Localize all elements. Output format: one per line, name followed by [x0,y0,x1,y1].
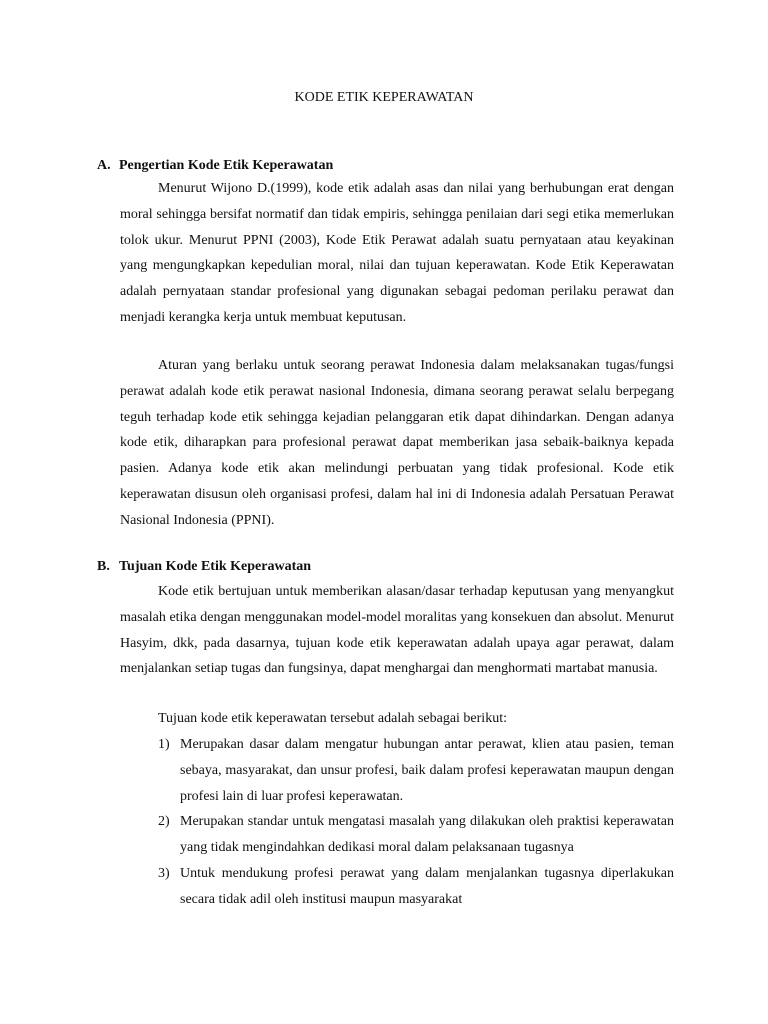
list-item-text: Untuk mendukung profesi perawat yang dalam menjalankan tugasnya diperlakukan secara tidak adil oleh institusi maupun masyarakat [180,865,674,907]
document-title: KODE ETIK KEPERAWATAN [294,90,474,105]
section-b-paragraph-1: Kode etik bertujuan untuk memberikan alasan/dasar terhadap keputusan yang menyangkut masalah etika dengan menggunakan model-model moralitas yang konsekuen dan absolut. Menurut Hasyim, dkk, pada dasarnya, tujuan kode etik keperawatan adalah upaya agar perawat, dalam menjalankan setiap tugas dan fungsinya, dapat menghargai dan menghormati martabat manusia. [120,584,674,677]
list-item [158,809,674,861]
list-item-text: Merupakan standar untuk mengatasi masalah yang dilakukan oleh praktisi keperawatan yang tidak mengindahkan dedikasi moral dalam pelaksanaan tugasnya [180,814,674,856]
section-a-title: Pengertian Kode Etik Keperawatan [119,158,334,173]
section-b-list [158,732,674,913]
list-item-number: 1) [158,737,170,752]
list-item-number: 2) [158,814,170,830]
section-b-list-intro: Tujuan kode etik keperawatan tersebut adalah sebagai berikut: [158,711,507,726]
list-item [158,861,674,913]
section-a-paragraph-1: Menurut Wijono D.(1999), kode etik adalah asas dan nilai yang berhubungan erat dengan moral sehingga bersifat normatif dan tidak empiris, sehingga penilaian dari segi etika memerlukan tolok ukur. Menurut PPNI (2003), Kode Etik Perawat adalah suatu pernyataan atau keyakinan yang mengungkapkan kepedulian moral, nilai dan tujuan keperawatan. Kode Etik Keperawatan adalah pernyataan standar profesional yang digunakan sebagai pedoman perilaku perawat dan menjadi kerangka kerja untuk membuat keputusan. [120,181,674,325]
list-item-number: 3) [158,865,170,881]
section-b-heading [97,558,311,576]
section-a-heading [97,157,333,175]
list-item-text: Merupakan dasar dalam mengatur hubungan antar perawat, klien atau pasien, teman sebaya, masyarakat, dan unsur profesi, baik dalam profesi keperawatan maupun dengan profesi lain di luar profesi keperawatan. [180,737,674,804]
section-b-title: Tujuan Kode Etik Keperawatan [119,559,312,574]
section-b-letter: B. [97,559,110,574]
list-item [158,732,674,809]
section-a-paragraph-2: Aturan yang berlaku untuk seorang perawat Indonesia dalam melaksanakan tugas/fungsi perawat adalah kode etik perawat nasional Indonesia, dimana seorang perawat selalu berpegang teguh terhadap kode etik sehingga kejadian pelanggaran etik dapat dihindarkan. Dengan adanya kode etik, diharapkan para profesional perawat dapat memberikan jasa sebaik-baiknya kepada pasien. Adanya kode etik akan melindungi perbuatan yang tidak profesional. Kode etik keperawatan disusun oleh organisasi profesi, dalam hal ini di Indonesia adalah Persatuan Perawat Nasional Indonesia (PPNI). [120,358,674,528]
section-a-letter: A. [97,158,111,173]
